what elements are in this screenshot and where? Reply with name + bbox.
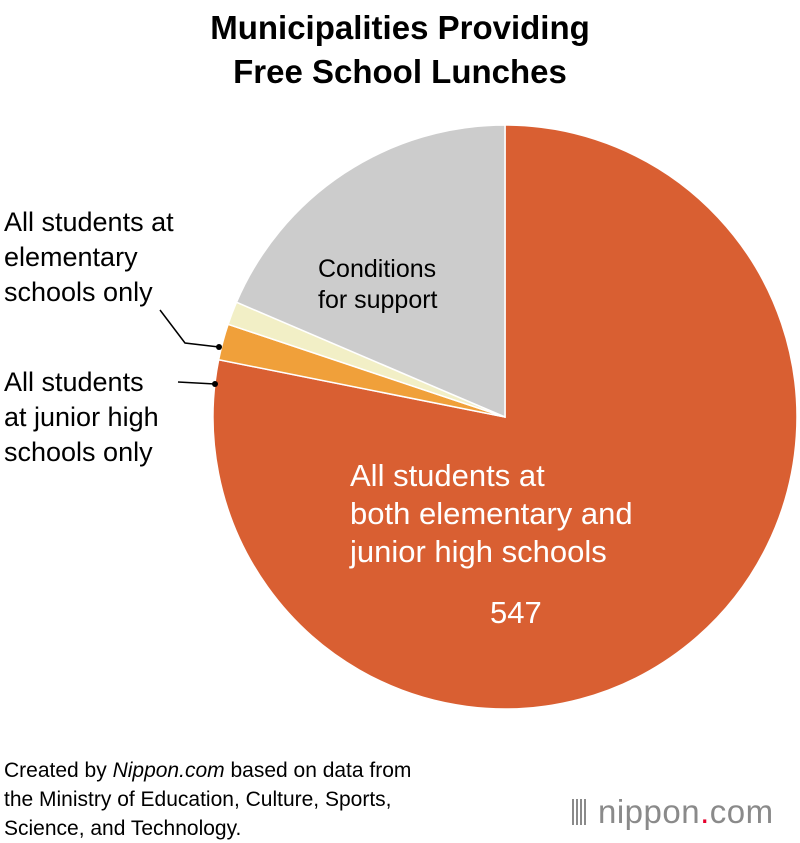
slice-label-both-schools: All students at both elementary and junior high schools — [350, 458, 633, 569]
nippon-logo — [572, 793, 774, 831]
logo-bars-icon — [572, 799, 588, 825]
logo-brand: nippon — [598, 793, 701, 830]
source-site-name: Nippon.com — [112, 759, 225, 782]
source-rest: based on data from — [224, 759, 412, 782]
slice-label-junior-high-only: All students at junior high schools only — [4, 367, 159, 467]
slice-value-both-schools: 547 — [490, 595, 542, 630]
leader-dot-elementary — [216, 344, 222, 350]
logo-tld: com — [709, 793, 774, 830]
leader-line-elementary — [160, 310, 219, 347]
source-line-3: Science, and Technology. — [4, 817, 242, 840]
source-note — [4, 756, 411, 843]
leader-dot-junior — [212, 381, 218, 387]
leader-line-junior — [178, 382, 215, 384]
slice-label-conditions: Conditions for support — [318, 255, 438, 314]
source-prefix: Created by — [4, 759, 113, 782]
chart-title-line-1: Municipalities Providing — [210, 9, 590, 46]
chart-title-line-2: Free School Lunches — [233, 53, 567, 90]
logo-dot: . — [700, 793, 710, 830]
slice-label-elementary-only: All students at elementary schools only — [4, 207, 174, 307]
source-line-2: the Ministry of Education, Culture, Sports, — [4, 788, 392, 811]
